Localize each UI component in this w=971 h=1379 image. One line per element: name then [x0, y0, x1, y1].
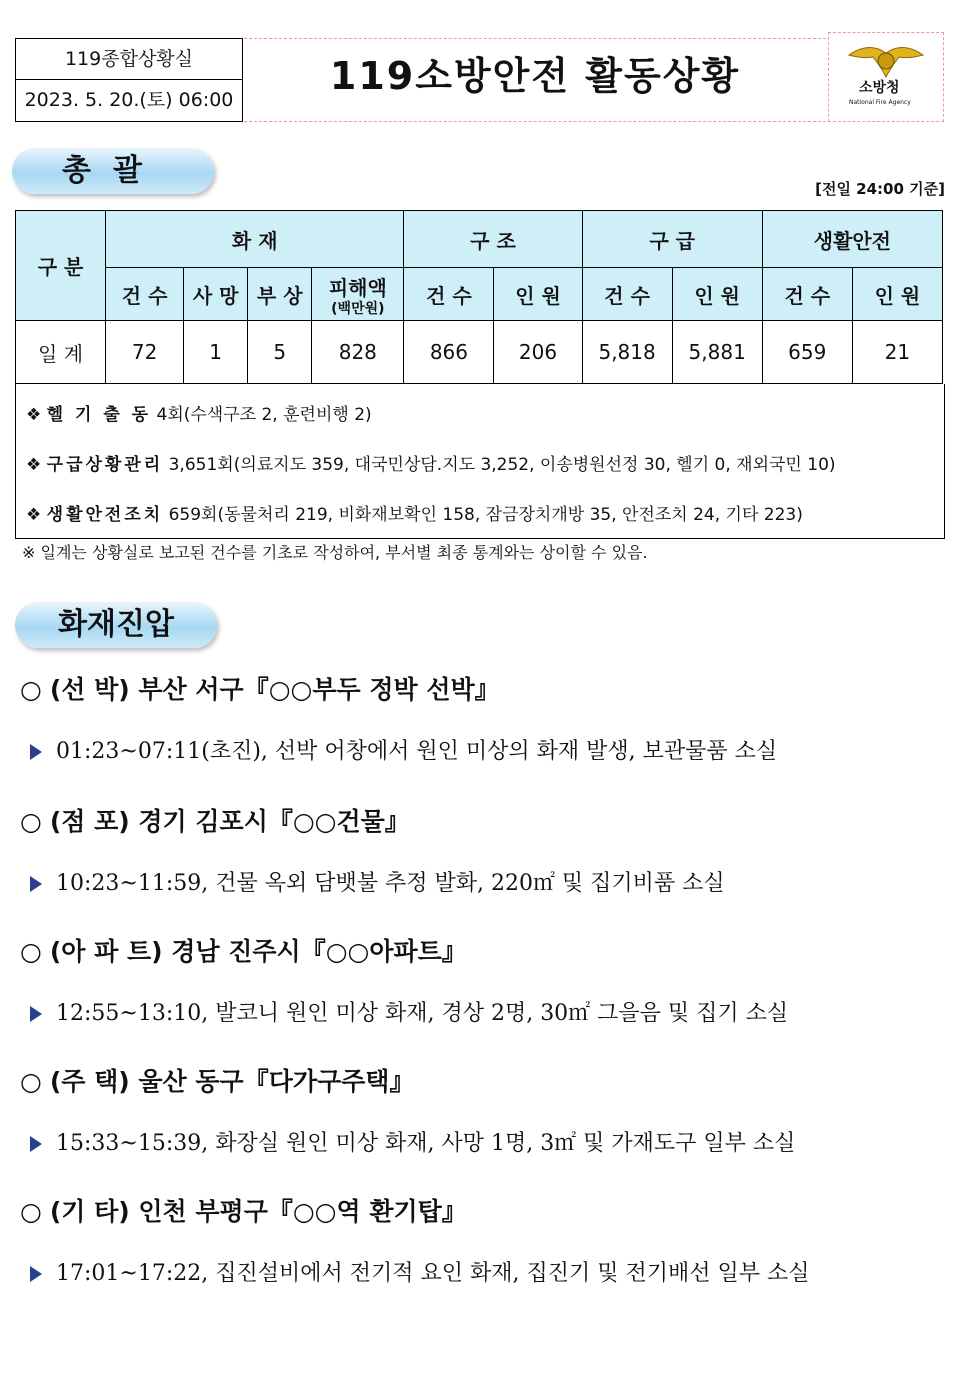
report-date: 2023. 5. 20.(토) 06:00 — [24, 89, 234, 111]
note-text: 3,651회(의료지도 359, 대국민상담.지도 3,252, 이송병원선정 30, 헬기 0, 재외국민 10) — [168, 455, 836, 475]
triangle-bullet-icon — [30, 1006, 42, 1022]
table-row — [16, 321, 943, 384]
note-label: 생활안전조치 — [46, 505, 164, 525]
fire-item-heading: ○ (점 포) 경기 김포시『○○건물』 — [20, 807, 410, 836]
table-cell: 5,818 — [582, 321, 672, 384]
triangle-bullet-icon — [30, 1136, 42, 1152]
table-cell: 21 — [852, 321, 942, 384]
page-title: 119소방안전 활동상황 — [329, 54, 741, 98]
note-label: 구급상황관리 — [46, 455, 164, 475]
fire-item-heading: ○ (아 파 트) 경남 진주시『○○아파트』 — [20, 937, 467, 966]
note-text: 659회(동물처리 219, 비화재보확인 158, 잠금장치개방 35, 안전조치 24, 기타 223) — [168, 505, 803, 525]
fire-item-detail: 01:23~07:11(초진), 선박 어창에서 원인 미상의 화재 발생, 보관물품 소실 — [30, 734, 777, 765]
report-info-box — [15, 38, 243, 122]
subheader-cell: 건 수 — [404, 268, 494, 321]
col-label: 구 분 — [16, 211, 106, 321]
table-cell: 828 — [312, 321, 404, 384]
triangle-bullet-icon — [30, 876, 42, 892]
circle-bullet-icon: ○ — [20, 675, 42, 704]
note-label: 헬 기 출 동 — [46, 405, 152, 425]
table-cell: 1 — [184, 321, 248, 384]
subheader-cell — [312, 268, 404, 321]
circle-bullet-icon: ○ — [20, 937, 42, 966]
triangle-bullet-icon — [30, 744, 42, 760]
subheader-cell: 건 수 — [106, 268, 184, 321]
note-ems-management — [26, 450, 836, 475]
note-life-safety — [26, 500, 803, 525]
table-cell: 72 — [106, 321, 184, 384]
fire-item-detail: 12:55~13:10, 발코니 원인 미상 화재, 경상 2명, 30㎡ 그을음 및 집기 소실 — [30, 996, 788, 1027]
logo-text: 소방청 — [859, 80, 900, 96]
fire-item-heading: ○ (기 타) 인천 부평구『○○역 환기탑』 — [20, 1197, 467, 1226]
note-helicopter — [26, 400, 372, 425]
footnote: ※ 일계는 상황실로 보고된 건수를 기초로 작성하여, 부서별 최종 통계와는 상이할 수 있음. — [22, 543, 648, 562]
fire-item-detail: 17:01~17:22, 집진설비에서 전기적 요인 화재, 집진기 및 전기배선 일부 소실 — [30, 1256, 809, 1287]
triangle-bullet-icon — [30, 1266, 42, 1282]
group-header-life-safety: 생활안전 — [762, 211, 942, 268]
table-cell: 206 — [494, 321, 582, 384]
fire-item-detail: 10:23~11:59, 건물 옥외 담뱃불 추정 발화, 220㎡ 및 집기비품 소실 — [30, 866, 725, 897]
subheader-cell: 사 망 — [184, 268, 248, 321]
group-header-rescue: 구 조 — [404, 211, 582, 268]
fire-item-heading: ○ (주 택) 울산 동구『다가구주택』 — [20, 1067, 415, 1096]
agency-logo — [828, 32, 944, 122]
note-text: 4회(수색구조 2, 훈련비행 2) — [156, 405, 372, 425]
fire-item-detail: 15:33~15:39, 화장실 원인 미상 화재, 사망 1명, 3㎡ 및 가재도구 일부 소실 — [30, 1126, 795, 1157]
circle-bullet-icon: ○ — [20, 807, 42, 836]
fire-item-heading: ○ (선 박) 부산 서구『○○부두 정박 선박』 — [20, 675, 500, 704]
group-header-fire: 화 재 — [106, 211, 404, 268]
summary-notes — [15, 384, 945, 539]
row-label: 일 계 — [16, 321, 106, 384]
table-cell: 5,881 — [672, 321, 762, 384]
damage-label: 피해액 — [328, 275, 387, 300]
circle-bullet-icon: ○ — [20, 1067, 42, 1096]
section-title-fire: 화재진압 — [15, 602, 217, 648]
diamond-bullet-icon: ❖ — [26, 405, 47, 425]
subheader-cell: 건 수 — [582, 268, 672, 321]
subheader-cell: 인 원 — [494, 268, 582, 321]
subheader-cell: 인 원 — [672, 268, 762, 321]
logo-subtext: National Fire Agency — [849, 99, 911, 106]
table-cell: 659 — [762, 321, 852, 384]
table-cell: 5 — [248, 321, 312, 384]
table-cell: 866 — [404, 321, 494, 384]
subheader-cell: 건 수 — [762, 268, 852, 321]
diamond-bullet-icon: ❖ — [26, 455, 47, 475]
office-name: 119종합상황실 — [16, 39, 242, 80]
basis-note: [전일 24:00 기준] — [815, 180, 945, 198]
summary-table — [15, 210, 943, 384]
damage-unit: (백만원) — [331, 300, 385, 317]
section-title-summary: 총괄 — [12, 148, 214, 194]
subheader-cell: 인 원 — [852, 268, 942, 321]
subheader-cell: 부 상 — [248, 268, 312, 321]
title-box — [244, 38, 826, 122]
diamond-bullet-icon: ❖ — [26, 505, 47, 525]
group-header-ems: 구 급 — [582, 211, 762, 268]
circle-bullet-icon: ○ — [20, 1197, 42, 1226]
